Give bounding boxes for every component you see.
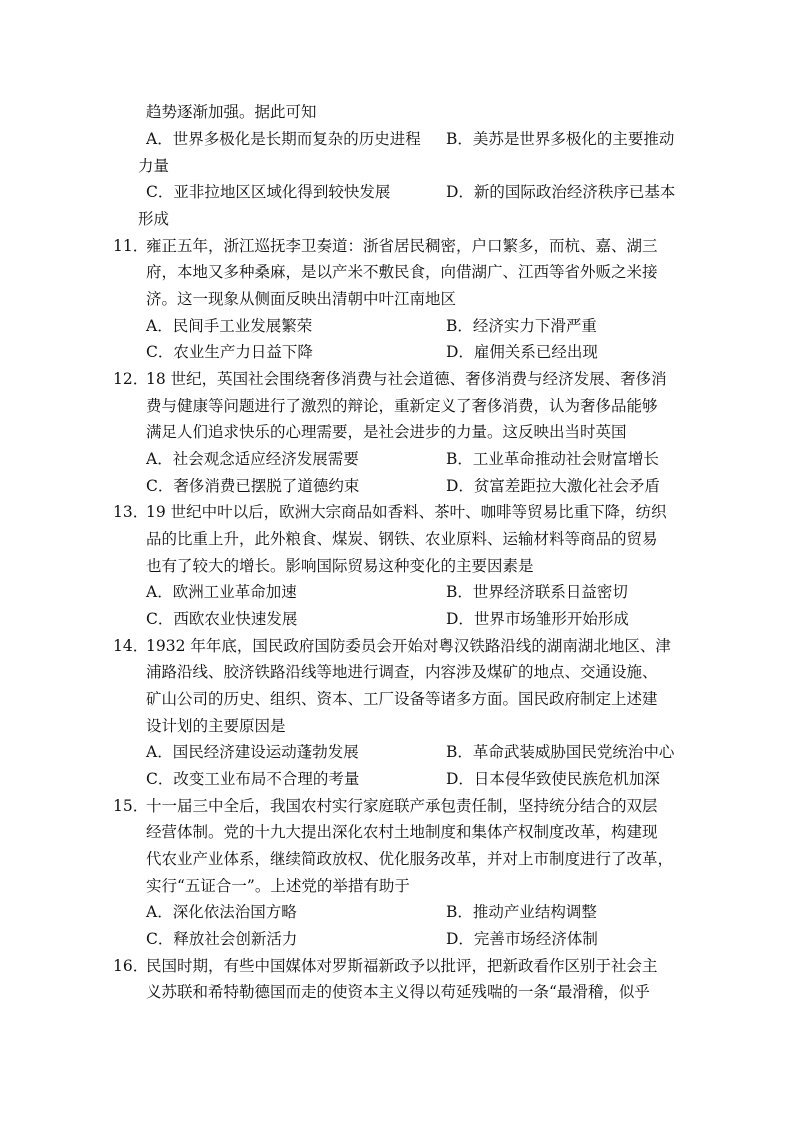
q15-option-d: D．完善市场经济体制 xyxy=(446,930,598,948)
q14-stem-line-2: 浦路沿线、胶济铁路沿线等地进行调查，内容涉及煤矿的地点、交通设施、 xyxy=(146,663,658,681)
q14-option-d: D．日本侵华致使民族危机加深 xyxy=(446,770,660,788)
q10-option-b-wrap: 力量 xyxy=(138,157,170,175)
q13-option-b: B．世界经济联系日益密切 xyxy=(446,583,628,601)
q15-stem-line-1: 十一届三中全后，我国农村实行家庭联产承包责任制，坚持统分结合的双层 xyxy=(146,797,658,815)
q11-stem-line-2: 府，本地又多种桑麻，是以产米不敷民食，向借湖广、江西等省外贩之米接 xyxy=(146,263,658,281)
q12-option-a: A．社会观念适应经济发展需要 xyxy=(146,450,359,468)
q12-stem-line-3: 满足人们追求快乐的心理需要，是社会进步的力量。这反映出当时英国 xyxy=(146,423,627,441)
q10-option-d-wrap: 形成 xyxy=(138,210,170,228)
q15-stem-line-3: 代农业产业体系，继续简政放权、优化服务改革，并对上市制度进行了改革， xyxy=(146,850,674,868)
q11-option-c: C．农业生产力日益下降 xyxy=(146,343,313,361)
q13-number: 13． xyxy=(113,503,149,521)
q15-stem-line-2: 经营体制。党的十九大提出深化农村土地制度和集体产权制度改革，构建现 xyxy=(146,823,658,841)
q11-option-a: A．民间手工业发展繁荣 xyxy=(146,317,313,335)
q12-stem-line-1: 18 世纪，英国社会围绕奢侈消费与社会道德、奢侈消费与经济发展、奢侈消 xyxy=(146,370,667,388)
q15-number: 15． xyxy=(113,797,149,815)
q11-number: 11． xyxy=(113,237,149,255)
q14-option-a: A．国民经济建设运动蓬勃发展 xyxy=(146,743,359,761)
q10-stem-line-1: 趋势逐渐加强。据此可知 xyxy=(146,103,317,121)
q10-option-d: D．新的国际政治经济秩序已基本 xyxy=(446,183,676,201)
q16-stem-line-1: 民国时期，有些中国媒体对罗斯福新政予以批评，把新政看作区别于社会主 xyxy=(146,957,658,975)
q16-stem-line-2: 义苏联和希特勒德国而走的使资本主义得以苟延残喘的一条“最滑稽，似乎 xyxy=(146,983,650,1001)
q15-option-c: C．释放社会创新活力 xyxy=(146,930,298,948)
q14-number: 14． xyxy=(113,637,149,655)
q13-stem-line-2: 品的比重上升，此外粮食、煤炭、钢铁、农业原料、运输材料等商品的贸易 xyxy=(146,530,658,548)
q12-option-c: C．奢侈消费已摆脱了道德约束 xyxy=(146,477,360,495)
q10-option-a: A．世界多极化是长期而复杂的历史进程 xyxy=(146,130,421,148)
q12-option-d: D．贫富差距拉大激化社会矛盾 xyxy=(446,477,660,495)
q12-option-b: B．工业革命推动社会财富增长 xyxy=(446,450,659,468)
q12-stem-line-2: 费与健康等问题进行了激烈的辩论，重新定义了奢侈消费，认为奢侈品能够 xyxy=(146,397,658,415)
q11-stem-line-1: 雍正五年，浙江巡抚李卫奏道：浙省居民稠密，户口繁多，而杭、嘉、湖三 xyxy=(146,237,658,255)
q14-stem-line-3: 矿山公司的历史、组织、资本、工厂设备等诸多方面。国民政府制定上述建 xyxy=(146,690,658,708)
q13-option-c: C．西欧农业快速发展 xyxy=(146,610,298,628)
q15-option-a: A．深化依法治国方略 xyxy=(146,903,297,921)
q11-stem-line-3: 济。这一现象从侧面反映出清朝中叶江南地区 xyxy=(146,290,457,308)
q14-stem-line-4: 设计划的主要原因是 xyxy=(146,717,286,735)
q13-stem-line-3: 也有了较大的增长。影响国际贸易这种变化的主要因素是 xyxy=(146,557,534,575)
q10-option-c: C．亚非拉地区区域化得到较快发展 xyxy=(146,183,391,201)
q13-option-a: A．欧洲工业革命加速 xyxy=(146,583,297,601)
q16-number: 16． xyxy=(113,957,149,975)
q14-option-b: B．革命武装威胁国民党统治中心 xyxy=(446,743,675,761)
q13-stem-line-1: 19 世纪中叶以后，欧洲大宗商品如香料、茶叶、咖啡等贸易比重下降，纺织 xyxy=(146,503,667,521)
q14-stem-line-1: 1932 年年底，国民政府国防委员会开始对粤汉铁路沿线的湖南湖北地区、津 xyxy=(146,637,671,655)
q14-option-c: C．改变工业布局不合理的考量 xyxy=(146,770,360,788)
q15-option-b: B．推动产业结构调整 xyxy=(446,903,597,921)
q12-number: 12． xyxy=(113,370,149,388)
q11-option-b: B．经济实力下滑严重 xyxy=(446,317,597,335)
q11-option-d: D．雇佣关系已经出现 xyxy=(446,343,598,361)
q15-stem-line-4: 实行“五证合一”。上述党的举措有助于 xyxy=(146,877,410,895)
q10-option-b: B．美苏是世界多极化的主要推动 xyxy=(446,130,675,148)
q13-option-d: D．世界市场雏形开始形成 xyxy=(446,610,629,628)
